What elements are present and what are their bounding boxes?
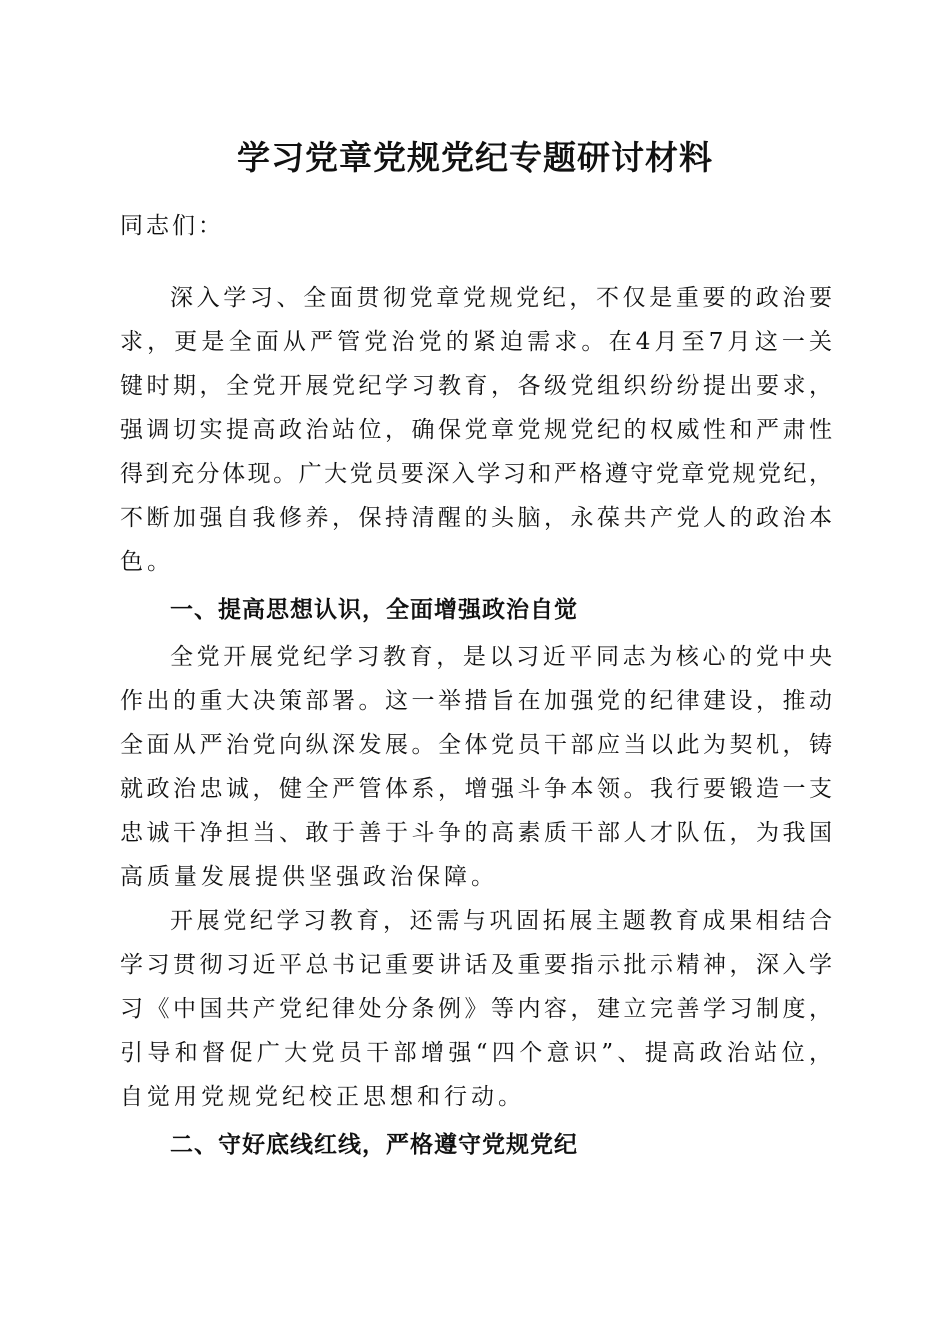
document-body [120,276,832,1170]
paragraph-3 [120,899,832,1119]
section-heading-1: 一、提高思想认识，全面增强政治自觉 [170,597,578,623]
text-line: 色。 [120,549,174,575]
section-heading-2: 二、守好底线红线，严格遵守党规党纪 [170,1132,578,1158]
text-line: 自觉用党规党纪校正思想和行动。 [120,1084,525,1110]
text-line: 高质量发展提供坚强政治保障。 [120,864,498,890]
text-line: 全面从严治党向纵深发展。全体党员干部应当以此为契机，铸 [120,732,832,758]
text-line: 忠诚干净担当、敢于善于斗争的高素质干部人才队伍，为我国 [120,820,832,846]
text-line: 深入学习、全面贯彻党章党规党纪，不仅是重要的政治要 [170,285,832,311]
text-line: 就政治忠诚，健全严管体系，增强斗争本领。我行要锻造一支 [120,776,832,802]
text-line: 全党开展党纪学习教育，是以习近平同志为核心的党中央 [170,644,832,670]
text-line: 键时期，全党开展党纪学习教育，各级党组织纷纷提出要求， [120,373,832,399]
text-line: 强调切实提高政治站位，确保党章党规党纪的权威性和严肃性 [120,417,832,443]
text-line: 开展党纪学习教育，还需与巩固拓展主题教育成果相结合 [170,908,832,934]
text-line: 得到充分体现。广大党员要深入学习和严格遵守党章党规党纪， [120,461,832,487]
text-line: 引导和督促广大党员干部增强“四个意识”、提高政治站位， [120,1040,832,1066]
text-line: 求，更是全面从严管党治党的紧迫需求。在4月至7月这一关 [120,329,832,355]
salutation: 同志们： [120,213,224,239]
paragraph-2 [120,635,832,899]
text-line: 作出的重大决策部署。这一举措旨在加强党的纪律建设，推动 [120,688,832,714]
text-line: 学习贯彻习近平总书记重要讲话及重要指示批示精神，深入学 [120,952,832,978]
text-line: 习《中国共产党纪律处分条例》等内容，建立完善学习制度， [120,996,832,1022]
text-line: 不断加强自我修养，保持清醒的头脑，永葆共产党人的政治本 [120,505,832,531]
document-title: 学习党章党规党纪专题研讨材料 [237,138,713,177]
paragraph-1 [120,276,832,584]
